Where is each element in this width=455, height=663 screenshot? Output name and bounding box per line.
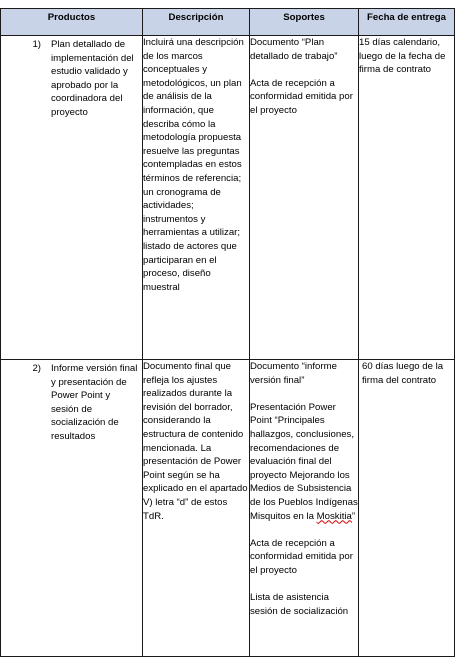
producto-cell [1, 360, 143, 657]
producto-cell [1, 36, 143, 360]
soportes-cell [250, 360, 359, 657]
descripcion-cell [143, 360, 250, 657]
soporte-item [250, 401, 358, 523]
header-fecha-entrega: Fecha de entrega [359, 9, 455, 36]
fecha-cell: 15 días calendario, luego de la fecha de firma de contrato [359, 36, 455, 360]
soportes-cell [250, 36, 359, 360]
soporte-item: Documento “informe versión final” [250, 361, 337, 386]
soporte-item: Documento “Plan detallado de trabajo” [250, 37, 338, 62]
descripcion-cell [143, 36, 250, 360]
soporte-item: Acta de recepción a conformidad emitida por el proyecto [250, 77, 353, 116]
fecha-cell: 60 días luego de la firma del contrato [359, 360, 455, 657]
closing-quote: ” [351, 510, 356, 522]
item-number: 1) [32, 39, 41, 50]
descripcion-text: Documento final que refleja los ajustes realizados durante la revisión del borrador, considerando la estructura de contenido mencionada. La presentación de Power Point según se ha explicado en el apartado V) letra “d” de estos TdR. [143, 361, 248, 522]
producto-text: Plan detallado de implementación del estudio validado y aprobado por la coordinadora del proyecto [51, 39, 134, 118]
table-row [1, 360, 455, 657]
deliverables-table [0, 8, 455, 657]
header-descripcion: Descripción [143, 9, 250, 36]
spellcheck-word: Moskitia [316, 510, 352, 522]
descripcion-text: Incluirá una descripción de los marcos conceptuales y metodológicos, un plan de análisis de la información, que describa cómo la metodología propuesta resuelve las preguntas contempladas en estos términos de referencia; un cronograma de actividades; instrumentos y herramientas a utilizar; listado de actores que participaran en el proceso, diseño muestral [143, 37, 244, 293]
item-number: 2) [32, 363, 41, 374]
table-row [1, 36, 455, 360]
producto-text: Informe versión final y presentación de Power Point y sesión de socialización de resultados [51, 363, 138, 442]
header-soportes: Soportes [250, 9, 359, 36]
soporte-presentacion-text: Presentación Power Point “Principales hallazgos, conclusiones, recomendaciones de evaluación final del proyecto Mejorando los Medios de Subsistencia de los Pueblos Indígenas Misquitos en la [250, 401, 358, 522]
header-row [1, 9, 455, 36]
header-productos: Productos [1, 9, 143, 36]
soporte-item: Lista de asistencia sesión de socialización [250, 592, 349, 617]
soporte-item: Acta de recepción a conformidad emitida por el proyecto [250, 537, 353, 576]
